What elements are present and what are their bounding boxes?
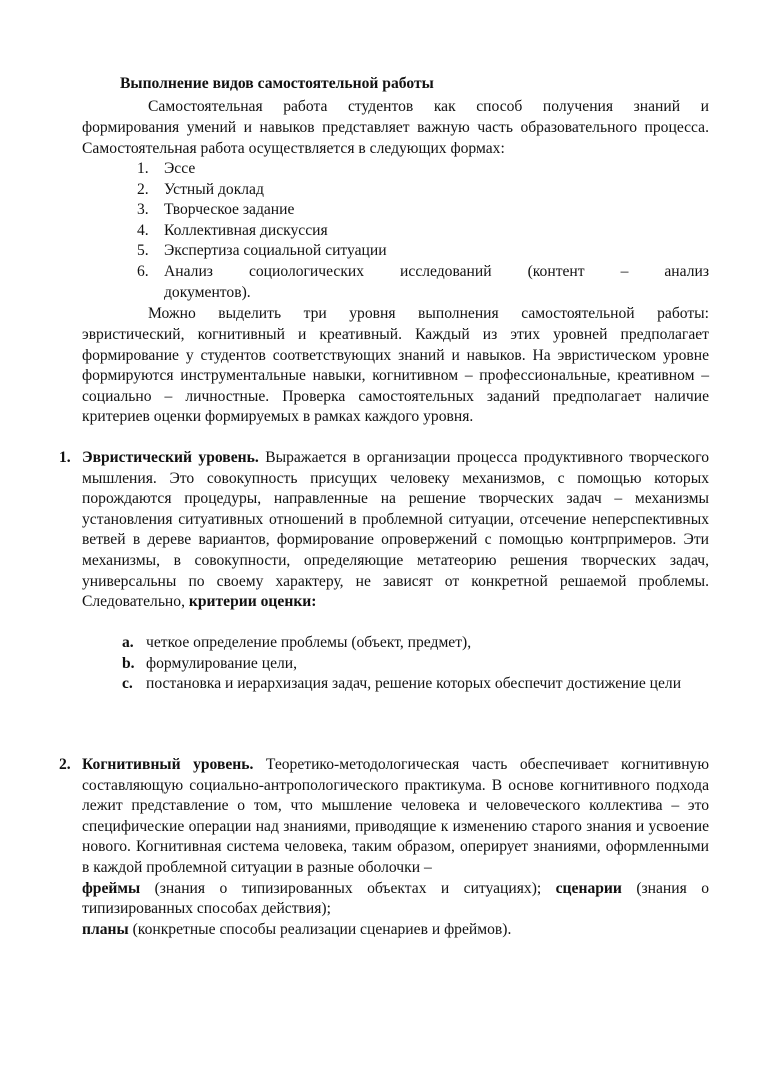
levels-first-line: Можно выделить три уровня выполнения самостоятельной работы: bbox=[148, 305, 709, 322]
plans-text: планы (конкретные способы реализации сценариев и фреймов). bbox=[82, 920, 512, 938]
scenarios-label: сценарии bbox=[555, 879, 622, 897]
frames-label: фреймы bbox=[82, 879, 141, 897]
list-item: 3. Творческое задание bbox=[137, 201, 295, 219]
level-2-heading: Когнитивный уровень. bbox=[82, 756, 254, 773]
list-item: 4. Коллективная дискуссия bbox=[137, 221, 328, 239]
criteria-list bbox=[122, 633, 709, 695]
levels-rest: эвристический, когнитивный и креативный. Каждый из этих уровней предполагает формирование у студентов соответствующих знаний и навыков. На эвристическом уровне формируются инструментальные навыки, когнитивном – профессиональные, креативном – социально – личностные. Проверка самостоятельных заданий предполагает наличие критериев оценки формируемых в рамках каждого уровня. bbox=[82, 326, 709, 426]
page-title: Выполнение видов самостоятельной работы bbox=[120, 75, 434, 92]
list-item: 2. Устный доклад bbox=[137, 180, 264, 198]
list-item: 5. Экспертиза социальной ситуации bbox=[137, 242, 387, 260]
level-1-section: 1. Эвристический уровень. Выражается в организации процесса продуктивного творческого мышления. Это совокупность присущих человеку механизмов, с помощью которых порождаются процедуры, направленные на решение творческих задач – механизмы установления ситуативных отношений в проблемной ситуации, отсечение неперспективных ветвей в дереве вариантов, формирование опровержений с помощью контрпримеров. Эти механизмы, в совокупности, определяющие метатеорию решения творческих задач, универсальны по своему характеру, не зависят от конкретной решаемой проблемы. Следовательно, критерии оценки: bbox=[59, 448, 709, 613]
level-2-text: Когнитивный уровень. Теоретико-методологическая часть обеспечивает когнитивную составляющую социально-антропологического практикума. В основе когнитивного подхода лежит представление о том, что мышление человека и человеческого коллектива – это специфические операции над знаниями, приводящие к изменению старого знания и усвоение нового. Когнитивная система человека, таким образом, оперирует знаниями, оформленными в каждой проблемной ситуации в разные оболочки – bbox=[82, 756, 709, 876]
level-1-heading: Эвристический уровень. bbox=[82, 449, 259, 466]
list-item: b. формулирование цели, bbox=[122, 654, 298, 672]
frames-scenarios-text: фреймы (знания о типизированных объектах и ситуациях); сценарии (знания о типизированных способах действия); bbox=[82, 879, 709, 918]
intro-rest: формирования умений и навыков представляет важную часть образовательного процесса. Самостоятельная работа осуществляется в следующих формах: bbox=[82, 119, 709, 157]
list-item: c. постановка и иерархизация задач, решение которых обеспечит достижение цели bbox=[122, 675, 682, 693]
list-item: 6. Анализ социологических исследований (контент – анализ документов). bbox=[137, 262, 709, 301]
level-2-section: 2. Когнитивный уровень. Теоретико-методологическая часть обеспечивает когнитивную составляющую социально-антропологического практикума. В основе когнитивного подхода лежит представление о том, что мышление человека и человеческого коллектива – это специфические операции над знаниями, приводящие к изменению старого знания и усвоение нового. Когнитивная система человека, таким образом, оперирует знаниями, оформленными в каждой проблемной ситуации в разные оболочки – фреймы (знания о типизированных объектах и ситуациях); сценарии (знания о типизированных способах действия); планы (конкретные способы реализации сценариев и фреймов). bbox=[59, 755, 709, 940]
intro-first-line: Самостоятельная работа студентов как способ получения знаний и bbox=[148, 98, 709, 115]
criteria-label: критерии оценки: bbox=[188, 593, 317, 611]
list-item: a. четкое определение проблемы (объект, предмет), bbox=[122, 634, 472, 651]
list-item: 1. Эссе bbox=[137, 160, 196, 177]
forms-list bbox=[137, 159, 709, 303]
level-1-text: Эвристический уровень. Выражается в организации процесса продуктивного творческого мышления. Это совокупность присущих человеку механизмов, с помощью которых порождаются процедуры, направленные на решение творческих задач – механизмы установления ситуативных отношений в проблемной ситуации, отсечение неперспективных ветвей в дереве вариантов, формирование опровержений с помощью контрпримеров. Эти механизмы, в совокупности, определяющие метатеорию решения творческих задач, универсальны по своему характеру, не зависят от конкретной решаемой проблемы. Следовательно, критерии оценки: bbox=[82, 449, 710, 611]
plans-label: планы bbox=[82, 920, 129, 938]
